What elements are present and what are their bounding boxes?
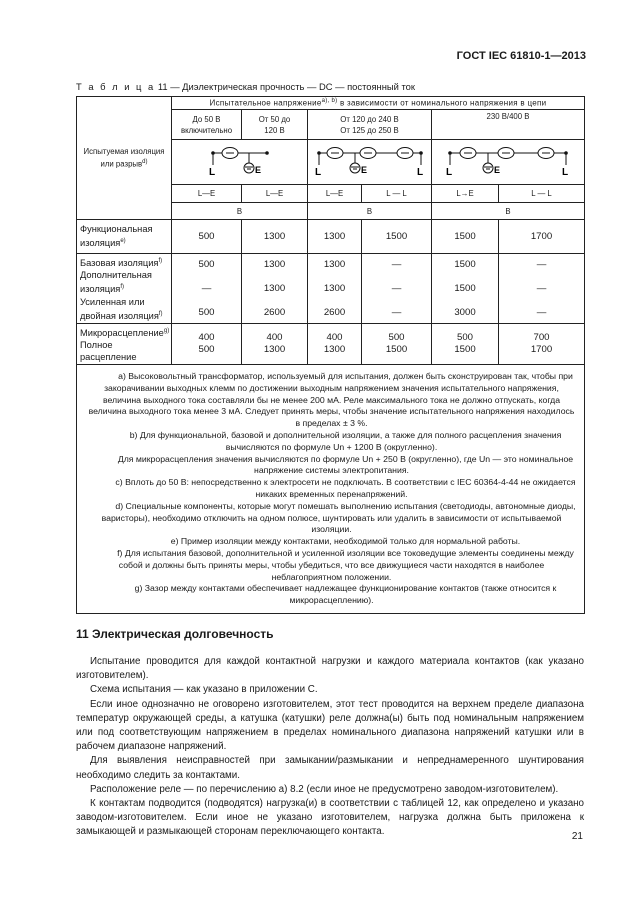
subcol-5: L→E [432,185,499,203]
table-row [77,220,585,254]
cell: 500 1500 [432,324,499,365]
cell: — — — [362,254,432,324]
subcol-1: L—E [172,185,242,203]
column-50-120: От 50 до 120 В [242,110,308,140]
cell: 1500 1500 3000 [432,254,499,324]
cell: — — — [499,254,585,324]
paragraph: К контактам подводится (подводятся) нагрузка(и) в соответствии с таблицей 12, как определено и указано заводом-изготовителем. Если иное не указано изготовителем, нагрузка должна быть приложена к замыкающей и размыкающей сторонам переключающего контакта. [76,798,584,838]
cell: 1700 [499,220,585,254]
circuit-diagram-single [172,140,308,185]
row-label: Микрорасцепление$^{g)}$ Полное расцепление [77,324,172,365]
cell: 400 500 [172,324,242,365]
cell: 1500 [362,220,432,254]
row-label: Функциональная изоляция$^{e)}$ [77,220,172,254]
svg-text:L: L [562,167,569,178]
paragraph: Схема испытания — как указано в приложении С. [90,684,318,696]
paragraph: Для выявления неисправностей при замыкании/размыкании и непреднамеренного шунтирования необходимо следить за контактами. [76,755,584,781]
svg-text:L: L [314,167,321,178]
caption-text: — Диэлектрическая прочность — DC — постоянный ток [170,81,415,92]
column-230-400: 230 В/400 В [432,110,585,140]
cell: 1300 [242,220,308,254]
note-a: a) Высоковольтный трансформатор, используемый для испытания, должен быть сконструирован так, чтобы при закорачивании выходных клемм по достижении выходным напряжением значения испытательного напряжения, величина выходного тока составляли бы не менее 200 мА. Реле максимального тока не должно отпускать, когда величина выходного тока менее 3 мА. Следует принять меры, чтобы значение испытательного напряжения находилось в пределах ± 3 %. [88,371,575,429]
cell: 1300 [308,220,362,254]
paragraph: Испытание проводится для каждой контактной нагрузки и каждого материала контактов (как указано изготовителем). [76,656,584,682]
unit-cell: В [432,203,585,220]
column-up-to-50: До 50 В включительно [172,110,242,140]
note-g: g) Зазор между контактами обеспечивает надлежащее функционирование контактов (также относится к микрорасцеплению). [134,583,557,606]
table-row [77,324,585,365]
svg-text:L: L [208,167,215,178]
cell: 400 1300 [242,324,308,365]
cell: 700 1700 [499,324,585,365]
cell: 1500 [432,220,499,254]
circuit-triple-icon [438,141,578,181]
table-row [77,254,585,324]
cell: 500 1500 [362,324,432,365]
dielectric-strength-table [76,96,585,614]
svg-text:L: L [416,167,423,178]
table-notes [77,365,585,614]
caption-prefix: Т а б л и ц а [76,81,156,92]
table-caption [76,81,415,92]
note-b: b) Для функциональной, базовой и дополнительной изоляции, а также для полного расцепления значения вычисляются по формуле Un + 1200 В (округленно). [129,430,562,452]
svg-text:E: E [360,165,367,175]
circuit-single-icon [175,141,305,181]
svg-text:L: L [446,167,453,178]
cell: 500 [172,220,242,254]
note-d: d) Специальные компоненты, которые могут помешать выполнению испытания (светодиоды, автономные диоды, варисторы), необходимо отключить на одном полюсе, шунтировать или удалить в зависимости от испытываемой изоляции. [101,500,576,535]
note-e: e) Пример изоляции между контактами, необходимой только для нормальной работы. [170,536,521,547]
row-label: Базовая изоляция$^{f)}$ Дополнительная изоляция$^{f)}$ Усиленная или двойная изоляция$^{f)}$ [77,254,172,324]
subcol-2: L—E [242,185,308,203]
svg-text:E: E [254,165,261,175]
insulation-header-cell: Испытуемая изоляция или разрыв$^{d)}$ [77,97,172,220]
cell: 1300 1300 2600 [242,254,308,324]
table-notes-row [77,365,585,614]
circuit-diagram-double [308,140,432,185]
unit-cell: В [308,203,432,220]
caption-number: 11 [157,81,168,92]
test-voltage-header: Испытательное напряжение$^{a), b)}$ в зависимости от номинального напряжения в цепи [172,97,585,110]
circuit-diagram-three-phase [432,140,585,185]
column-120-240: От 120 до 240 В От 125 до 250 В [308,110,432,140]
section-heading: 11 Электрическая долговечность [76,627,274,641]
note-f: f) Для испытания базовой, дополнительной и усиленной изоляции все токоведущие элементы соединены между собой и должны быть приняты меры, чтобы убедиться, что все движущиеся части находятся в наиболее неблагоприятном положении. [117,548,574,582]
standard-designation: ГОСТ IEC 61810-1—2013 [456,50,586,62]
subcol-6: L — L [499,185,585,203]
cell: 500 — 500 [172,254,242,324]
svg-text:E: E [494,165,501,175]
paragraph: Расположение реле — по перечислению а) 8.2 (если иное не предусмотрено заводом-изготовителем). [90,783,559,795]
note-b2: Для микрорасцепления значения вычисляются по формуле Un + 250 В (округленно), где Un — это номинальное напряжение системы электропитания. [117,453,574,476]
cell: 400 1300 [308,324,362,365]
circuit-double-icon [311,141,429,181]
cell: 1300 1300 2600 [308,254,362,324]
paragraph: Если иное однозначно не оговорено изготовителем, этот тест проводится на верхнем пределе диапазона температур окружающей среды, а катушка (катушки) реле должна(ы) быть под номинальным напряжением или под соответствующим напряжением в пределах номинального диапазона напряжений катушки или в рабочем диапазоне напряжений. [76,698,584,753]
subcol-4: L — L [362,185,432,203]
unit-cell: В [172,203,308,220]
section-body [76,655,584,840]
subcol-3: L—E [308,185,362,203]
page-number: 21 [571,831,583,842]
note-c: c) Вплоть до 50 В: непосредственно к электросети не подключать. В соответствии с IEC 60364-4-44 не ожидается никаких временных перенапряжений. [115,477,576,500]
